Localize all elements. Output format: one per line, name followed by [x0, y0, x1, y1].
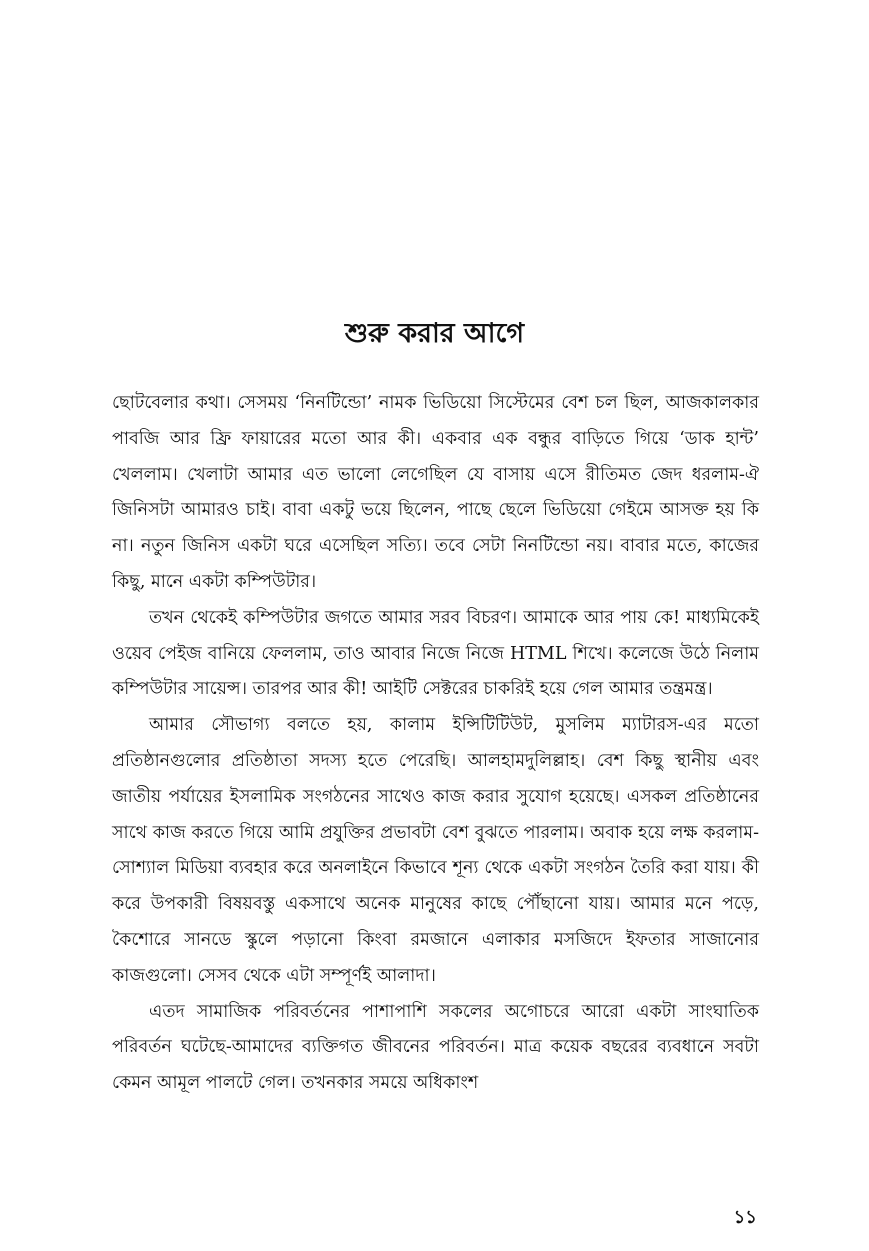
chapter-title: শুরু করার আগে — [344, 318, 525, 349]
page-number: ১১ — [733, 1207, 757, 1228]
paragraph-social-change: এতদ সামাজিক পরিবর্তনের পাশাপাশি সকলের অগোচরে আরো একটা সাংঘাতিক পরিবর্তন ঘটেছে-আমাদের ব্যক্তিগত জীবনের পরিবর্তন। মাত্র কয়েক বছরের ব্যবধানে সবটা কেমন আমূল পালটে গেল। তখনকার সময়ে অধিকাংশ — [112, 1001, 759, 1094]
paragraph-organizations: আমার সৌভাগ্য বলতে হয়, কালাম ইন্সিটিটিউট, মুসলিম ম্যাটারস-এর মতো প্রতিষ্ঠানগুলোর প্রতিষ্ঠাতা সদস্য হতে পেরেছি। আলহামদুলিল্লাহ। বেশ কিছু স্থানীয় এবং জাতীয় পর্যায়ের ইসলামিক সংগঠনের সাথেও কাজ করার সুযোগ হয়েছে। এসকল প্রতিষ্ঠানের সাথে কাজ করতে গিয়ে আমি প্রযুক্তির প্রভাবটা বেশ বুঝতে পারলাম। অবাক হয়ে লক্ষ করলাম-সোশ্যাল মিডিয়া ব্যবহার করে অনলাইনে কিভাবে শূন্য থেকে একটা সংগঠন তৈরি করা যায়। কী করে উপকারী বিষয়বস্তু একসাথে অনেক মানুষের কাছে পৌঁছানো যায়। আমার মনে পড়ে, কৈশোরে সানডে স্কুলে পড়ানো কিংবা রমজানে এলাকার মসজিদে ইফতার সাজানোর কাজগুলো। সেসব থেকে এটা সম্পূর্ণই আলাদা। — [112, 715, 759, 986]
body-text — [112, 386, 759, 1102]
paragraph-computer-journey: তখন থেকেই কম্পিউটার জগতে আমার সরব বিচরণ। আমাকে আর পায় কে! মাধ্যমিকেই ওয়েব পেইজ বানিয়ে ফেললাম, তাও আবার নিজে নিজে HTML শিখে। কলেজে উঠে নিলাম কম্পিউটার সায়েন্স। তারপর আর কী! আইটি সেক্টরের চাকরিই হয়ে গেল আমার তন্ত্রমন্ত্র। — [112, 607, 759, 700]
paragraph-childhood: ছোটবেলার কথা। সেসময় ‘নিনটিন্ডো’ নামক ভিডিয়ো সিস্টেমের বেশ চল ছিল, আজকালকার পাবজি আর ফ্রি ফায়ারের মতো আর কী। একবার এক বন্ধুর বাড়িতে গিয়ে ‘ডাক হান্ট’ খেললাম। খেলাটা আমার এত ভালো লেগেছিল যে বাসায় এসে রীতিমত জেদ ধরলাম-ঐ জিনিসটা আমারও চাই। বাবা একটু ভয়ে ছিলেন, পাছে ছেলে ভিডিয়ো গেইমে আসক্ত হয় কি না। নতুন জিনিস একটা ঘরে এসেছিল সত্যি। তবে সেটা নিনটিন্ডো নয়। বাবার মতে, কাজের কিছু, মানে একটা কম্পিউটার। — [112, 393, 759, 592]
